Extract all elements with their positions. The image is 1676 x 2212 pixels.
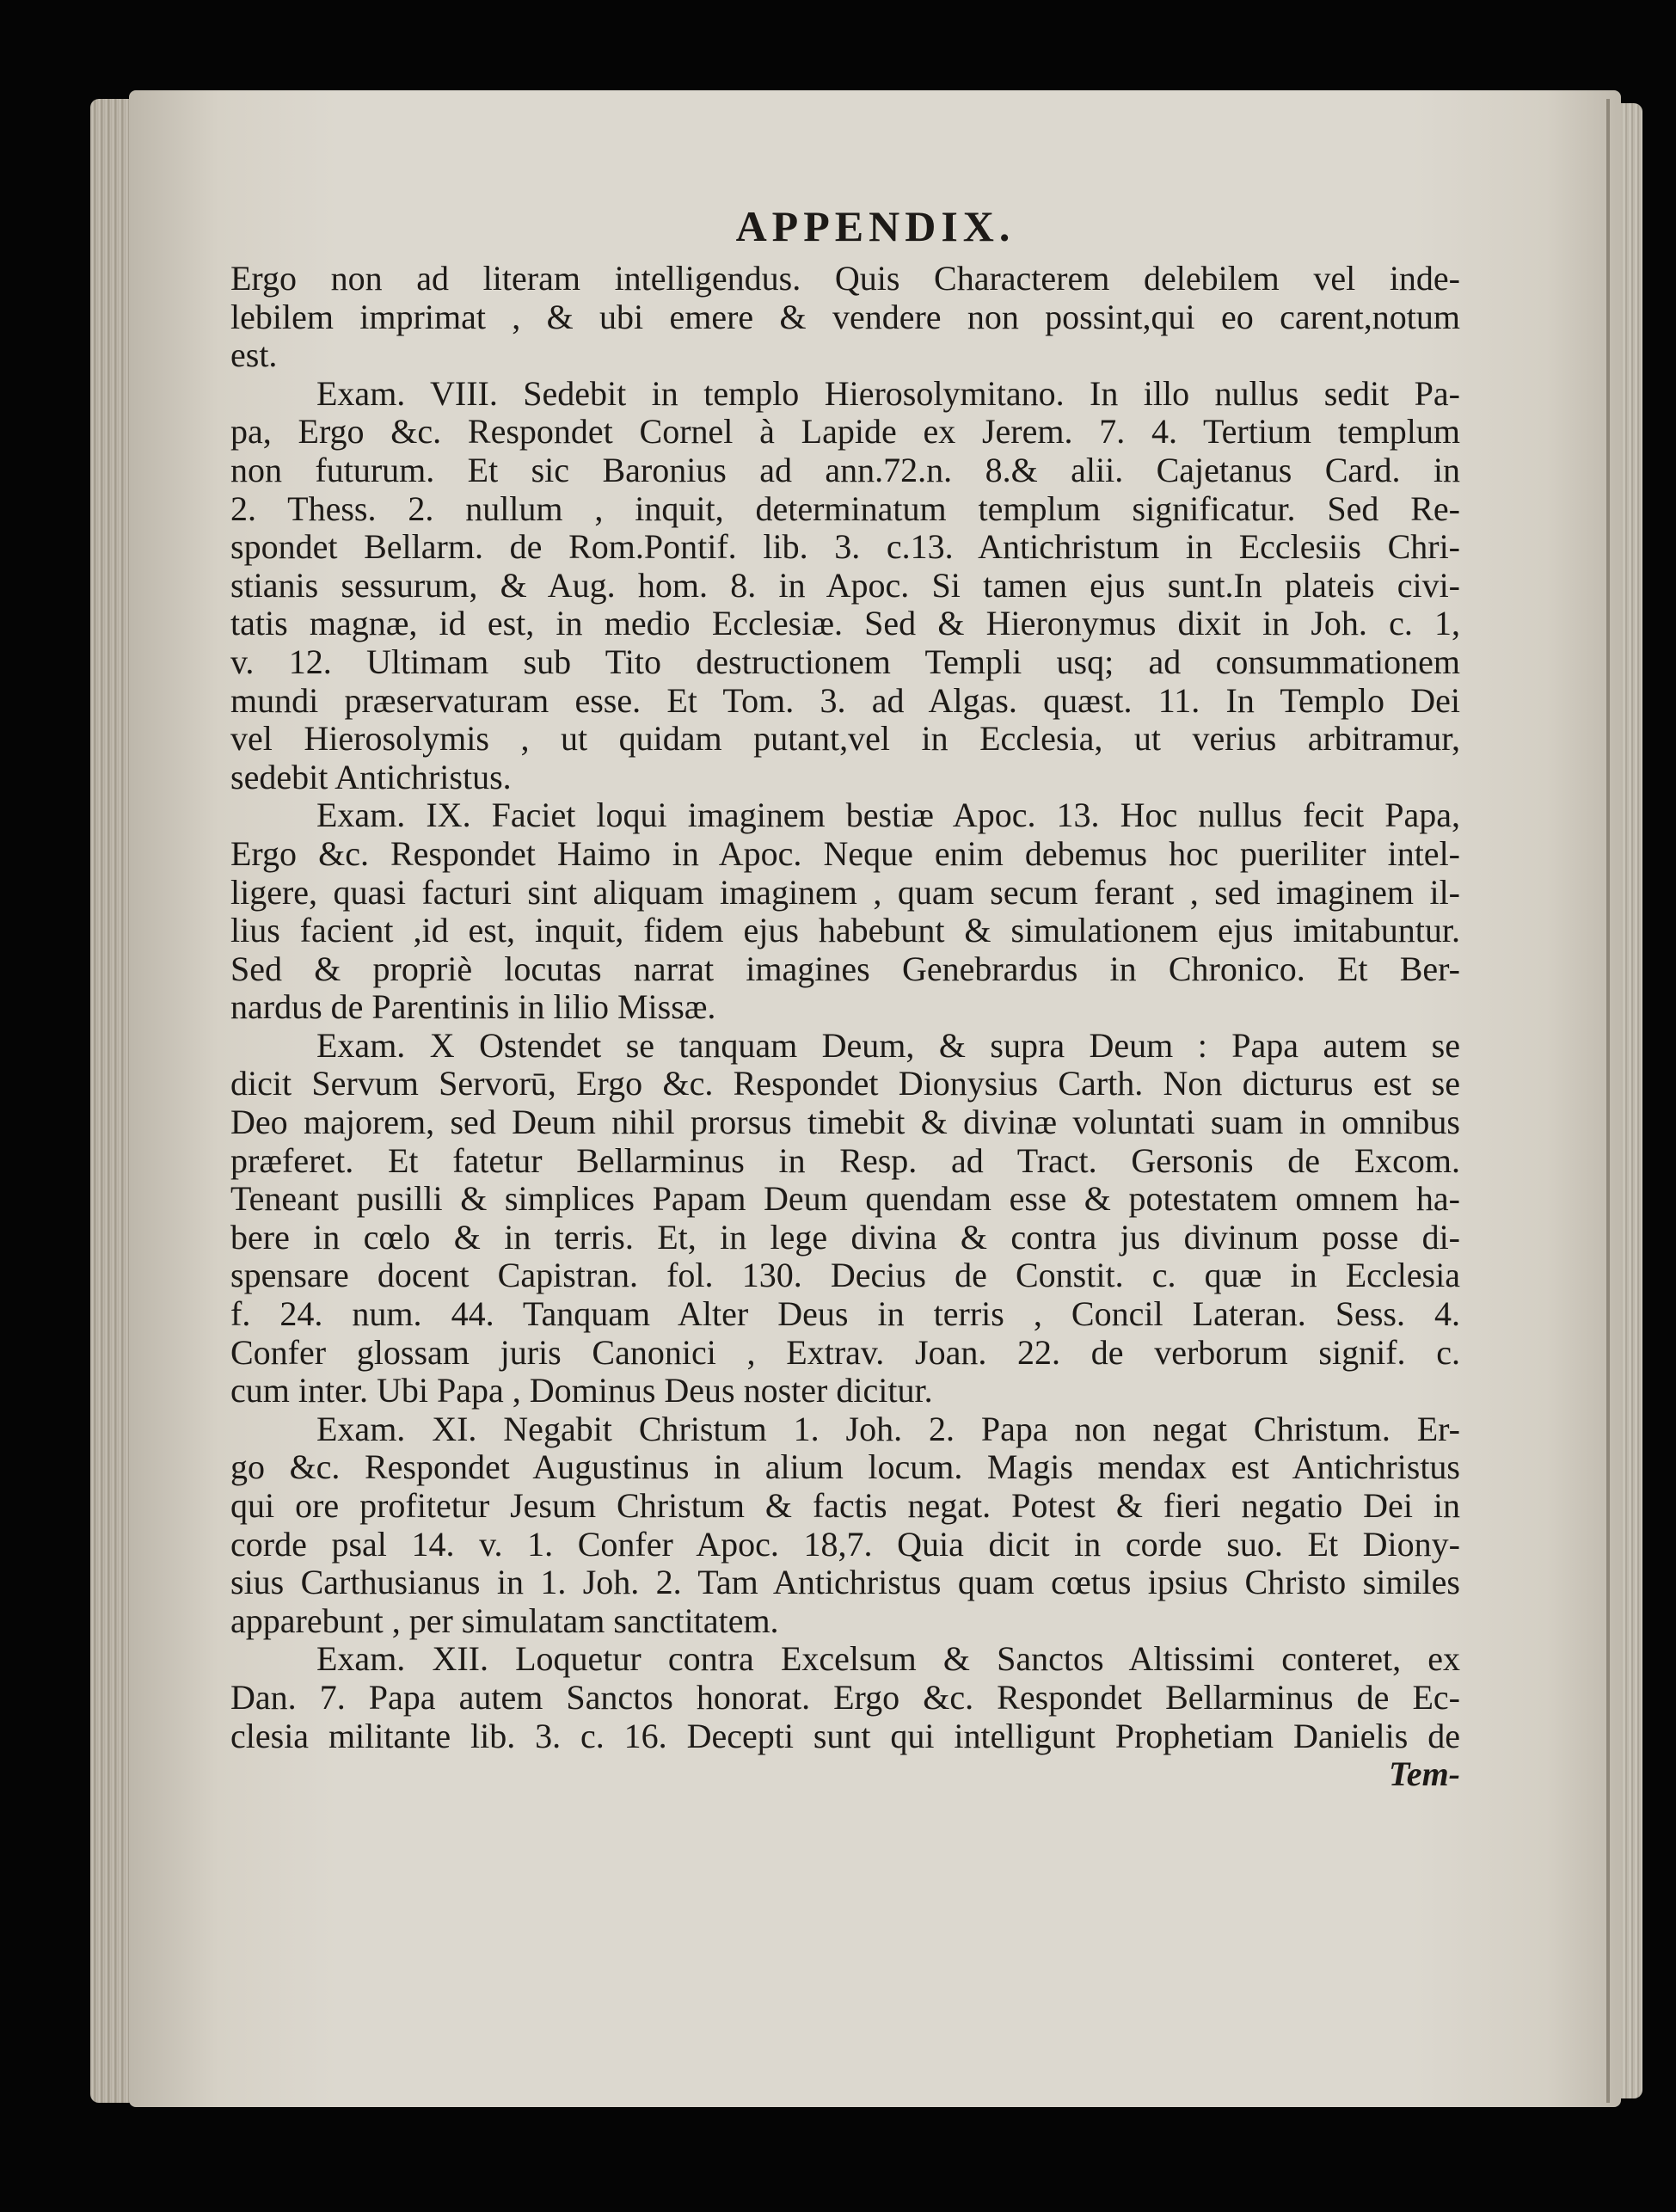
text-line: Ergo &c. Respondet Haimo in Apoc. Neque enim debemus hoc pueriliter intel- [230,834,1460,873]
text-line: stianis sessurum, & Aug. hom. 8. in Apoc. Si tamen ejus sunt.In plateis civi- [230,566,1460,605]
text-line: est. [230,336,278,375]
text-line: 2. Thess. 2. nullum , inquit, determinatum templum significatur. Sed Re- [230,489,1460,528]
text-line: Exam. XII. Loquetur contra Excelsum & Sanctos Altissimi conteret, ex [316,1640,1460,1679]
text-line: Dan. 7. Papa autem Sanctos honorat. Ergo &c. Respondet Bellarminus de Ec- [230,1678,1460,1717]
text-line: Exam. IX. Faciet loqui imaginem bestiæ Apoc. 13. Hoc nullus fecit Papa, [316,796,1460,835]
text-line: Ergo non ad literam intelligendus. Quis Characterem delebilem vel inde- [230,260,1460,298]
text-line: Deo majorem, sed Deum nihil prorsus timebit & divinæ voluntati suam in omnibus [230,1103,1460,1142]
text-line: cum inter. Ubi Papa , Dominus Deus noster dicitur. [230,1372,933,1410]
text-line: Sed & propriè locutas narrat imagines Genebrardus in Chronico. Et Ber- [230,949,1460,988]
text-line: bere in cœlo & in terris. Et, in lege divina & contra jus divinum posse di- [230,1218,1460,1257]
catchword: Tem- [1389,1754,1460,1794]
text-line: f. 24. num. 44. Tanquam Alter Deus in terris , Concil Lateran. Sess. 4. [230,1295,1460,1334]
text-line: lius facient ,id est, inquit, fidem ejus habebunt & simulationem ejus imitabuntur. [230,912,1460,950]
text-line: mundi præservaturam esse. Et Tom. 3. ad Algas. quæst. 11. In Templo Dei [230,681,1460,720]
text-line: Exam. X Ostendet se tanquam Deum, & supra Deum : Papa autem se [316,1026,1460,1065]
text-line: Teneant pusilli & simplices Papam Deum quendam esse & potestatem omnem ha- [230,1180,1460,1219]
text-line: Confer glossam juris Canonici , Extrav. Joan. 22. de verborum signif. c. [230,1333,1460,1372]
text-line: corde psal 14. v. 1. Confer Apoc. 18,7. Quia dicit in corde suo. Et Diony- [230,1525,1460,1564]
text-line: nardus de Parentinis in lilio Missæ. [230,988,716,1027]
book-gutter [1606,99,1610,2103]
text-line: non futurum. Et sic Baronius ad ann.72.n. 8.& alii. Cajetanus Card. in [230,451,1460,489]
text-line: ligere, quasi facturi sint aliquam imaginem , quam secum ferant , sed imaginem il- [230,873,1460,912]
page-text-block [230,200,1460,1794]
text-line: Exam. XI. Negabit Christum 1. Joh. 2. Papa non negat Christum. Er- [316,1410,1460,1448]
text-line: dicit Servum Servorū, Ergo &c. Respondet Dionysius Carth. Non dicturus est se [230,1065,1460,1103]
text-line: clesia militante lib. 3. c. 16. Decepti sunt qui intelligunt Prophetiam Danielis de [230,1717,1460,1755]
text-line: lebilem imprimat , & ubi emere & vendere non possint,qui eo carent,notum [230,298,1460,336]
text-line: præferet. Et fatetur Bellarminus in Resp. ad Tract. Gersonis de Excom. [230,1141,1460,1180]
body-text [230,260,1460,1755]
running-head: APPENDIX. [735,202,1016,250]
text-line: sius Carthusianus in 1. Joh. 2. Tam Antichristus quam cœtus ipsius Christo similes [230,1564,1460,1602]
text-line: tatis magnæ, id est, in medio Ecclesiæ. Sed & Hieronymus dixit in Joh. c. 1, [230,605,1460,643]
text-line: go &c. Respondet Augustinus in alium locum. Magis mendax est Antichristus [230,1448,1460,1487]
text-line: v. 12. Ultimam sub Tito destructionem Templi usq; ad consummationem [230,642,1460,681]
text-line: Exam. VIII. Sedebit in templo Hierosolymitano. In illo nullus sedit Pa- [316,374,1460,413]
text-line: apparebunt , per simulatam sanctitatem. [230,1601,779,1640]
text-line: qui ore profitetur Jesum Christum & factis negat. Potest & fieri negatio Dei in [230,1487,1460,1525]
text-line: sedebit Antichristus. [230,758,512,796]
text-line: pa, Ergo &c. Respondet Cornel à Lapide ex Jerem. 7. 4. Tertium templum [230,413,1460,452]
text-line: spensare docent Capistran. fol. 130. Decius de Constit. c. quæ in Ecclesia [230,1257,1460,1295]
text-line: vel Hierosolymis , ut quidam putant,vel in Ecclesia, ut verius arbitramur, [230,720,1460,759]
text-line: spondet Bellarm. de Rom.Pontif. lib. 3. c.13. Antichristum in Ecclesiis Chri- [230,528,1460,567]
